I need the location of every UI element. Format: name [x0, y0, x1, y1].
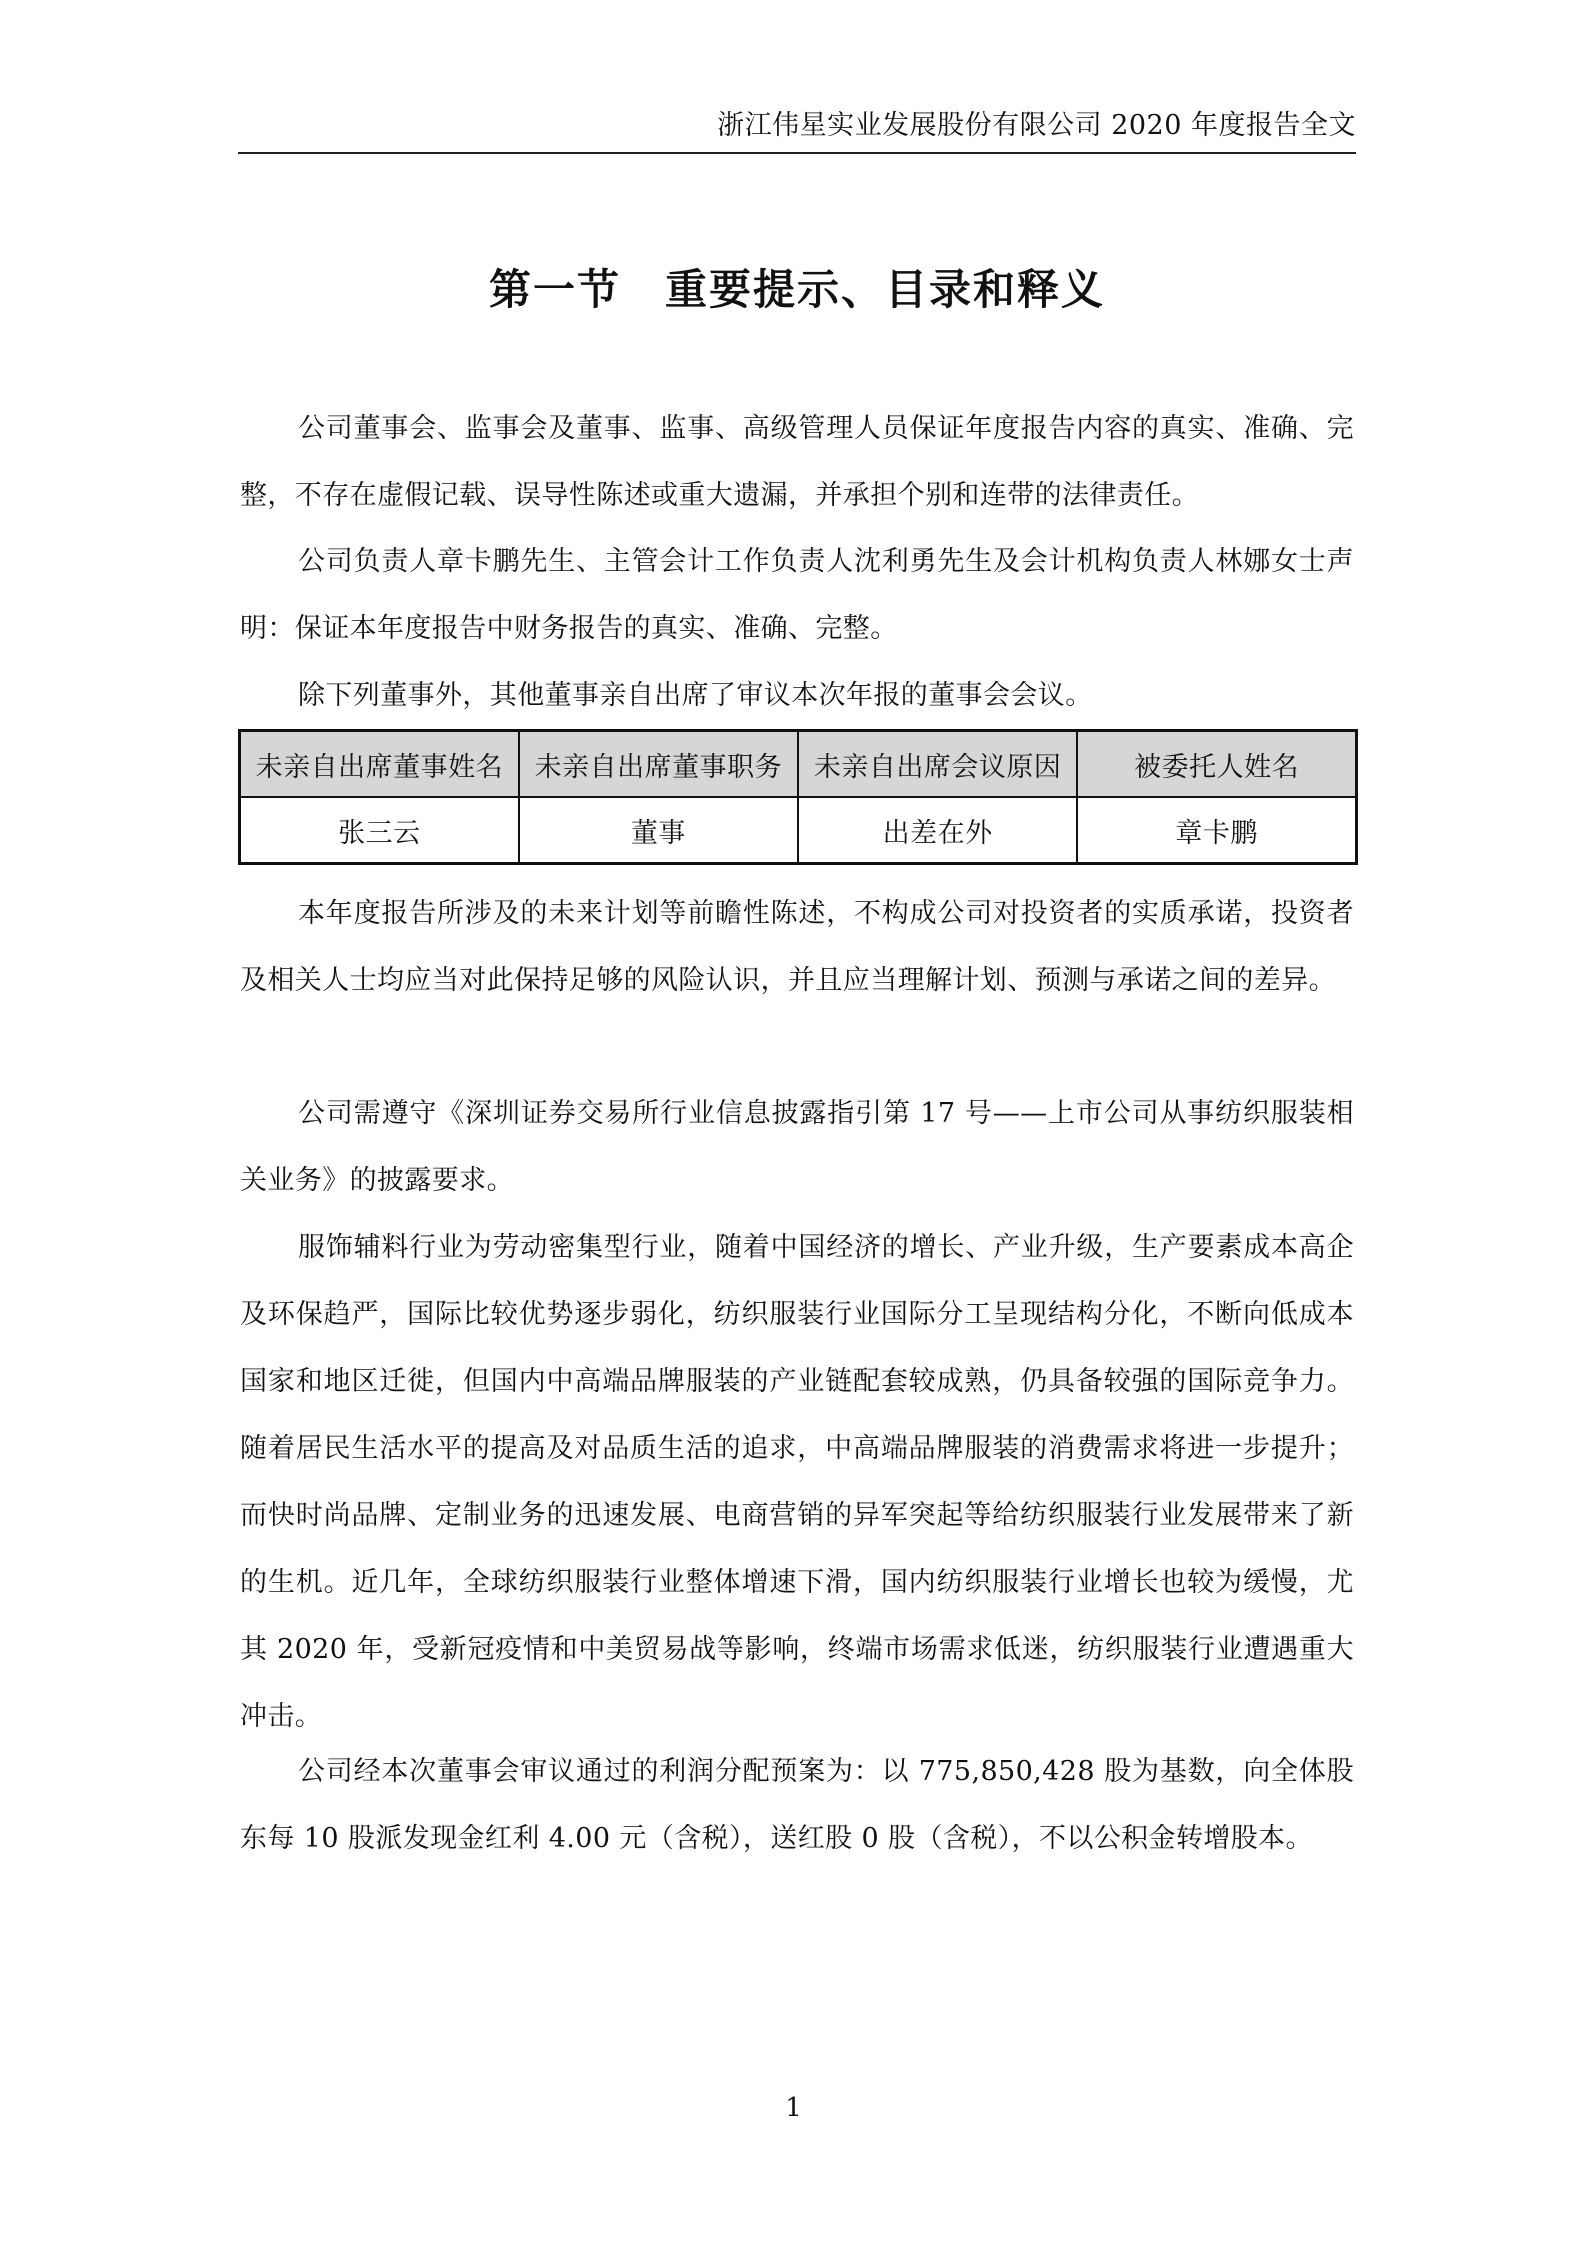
page-number: 1	[785, 2093, 802, 2123]
section-heading: 重要提示、目录和释义	[665, 265, 1106, 314]
absent-directors-table	[238, 729, 1358, 865]
paragraph-attendance: 除下列董事外，其他董事亲自出席了审议本次年报的董事会会议。	[298, 680, 1093, 711]
section-number: 第一节	[488, 265, 621, 314]
paragraph-forward-looking: 本年度报告所涉及的未来计划等前瞻性陈述，不构成公司对投资者的实质承诺，投资者及相关人士均应当对此保持足够的风险认识，并且应当理解计划、预测与承诺之间的差异。	[240, 898, 1354, 996]
table-header-cell: 未亲自出席董事职务	[519, 731, 798, 798]
table-row	[240, 797, 1357, 864]
table-cell: 出差在外	[798, 797, 1077, 864]
table-header-row	[240, 731, 1357, 798]
report-header-title: 浙江伟星实业发展股份有限公司 2020 年度报告全文	[717, 110, 1356, 141]
paragraph-disclosure-guideline: 公司需遵守《深圳证券交易所行业信息披露指引第 17 号——上市公司从事纺织服装相关业务》的披露要求。	[240, 1098, 1354, 1196]
paragraph-board-guarantee: 公司董事会、监事会及董事、监事、高级管理人员保证年度报告内容的真实、准确、完整，不存在虚假记载、误导性陈述或重大遗漏，并承担个别和连带的法律责任。	[240, 413, 1354, 511]
table-header-cell: 被委托人姓名	[1077, 731, 1356, 798]
paragraph-profit-distribution: 公司经本次董事会审议通过的利润分配预案为：以 775,850,428 股为基数，向全体股东每 10 股派发现金红利 4.00 元（含税），送红股 0 股（含税），不以公积金转增股本。	[240, 1756, 1354, 1854]
table-cell: 董事	[519, 797, 798, 864]
header-divider	[238, 152, 1356, 154]
paragraph-responsible-persons: 公司负责人章卡鹏先生、主管会计工作负责人沈利勇先生及会计机构负责人林娜女士声明：保证本年度报告中财务报告的真实、准确、完整。	[240, 546, 1354, 644]
table-header-cell: 未亲自出席董事姓名	[240, 731, 519, 798]
paragraph-industry-risk: 服饰辅料行业为劳动密集型行业，随着中国经济的增长、产业升级，生产要素成本高企及环保趋严，国际比较优势逐步弱化，纺织服装行业国际分工呈现结构分化，不断向低成本国家和地区迁徙，但国内中高端品牌服装的产业链配套较成熟，仍具备较强的国际竞争力。随着居民生活水平的提高及对品质生活的追求，中高端品牌服装的消费需求将进一步提升；而快时尚品牌、定制业务的迅速发展、电商营销的异军突起等给纺织服装行业发展带来了新的生机。近几年，全球纺织服装行业整体增速下滑，国内纺织服装行业增长也较为缓慢，尤其 2020 年，受新冠疫情和中美贸易战等影响，终端市场需求低迷，纺织服装行业遭遇重大冲击。	[240, 1232, 1354, 1732]
table-cell: 章卡鹏	[1077, 797, 1356, 864]
section-title	[238, 262, 1356, 318]
table-cell: 张三云	[240, 797, 519, 864]
table-header-cell: 未亲自出席会议原因	[798, 731, 1077, 798]
